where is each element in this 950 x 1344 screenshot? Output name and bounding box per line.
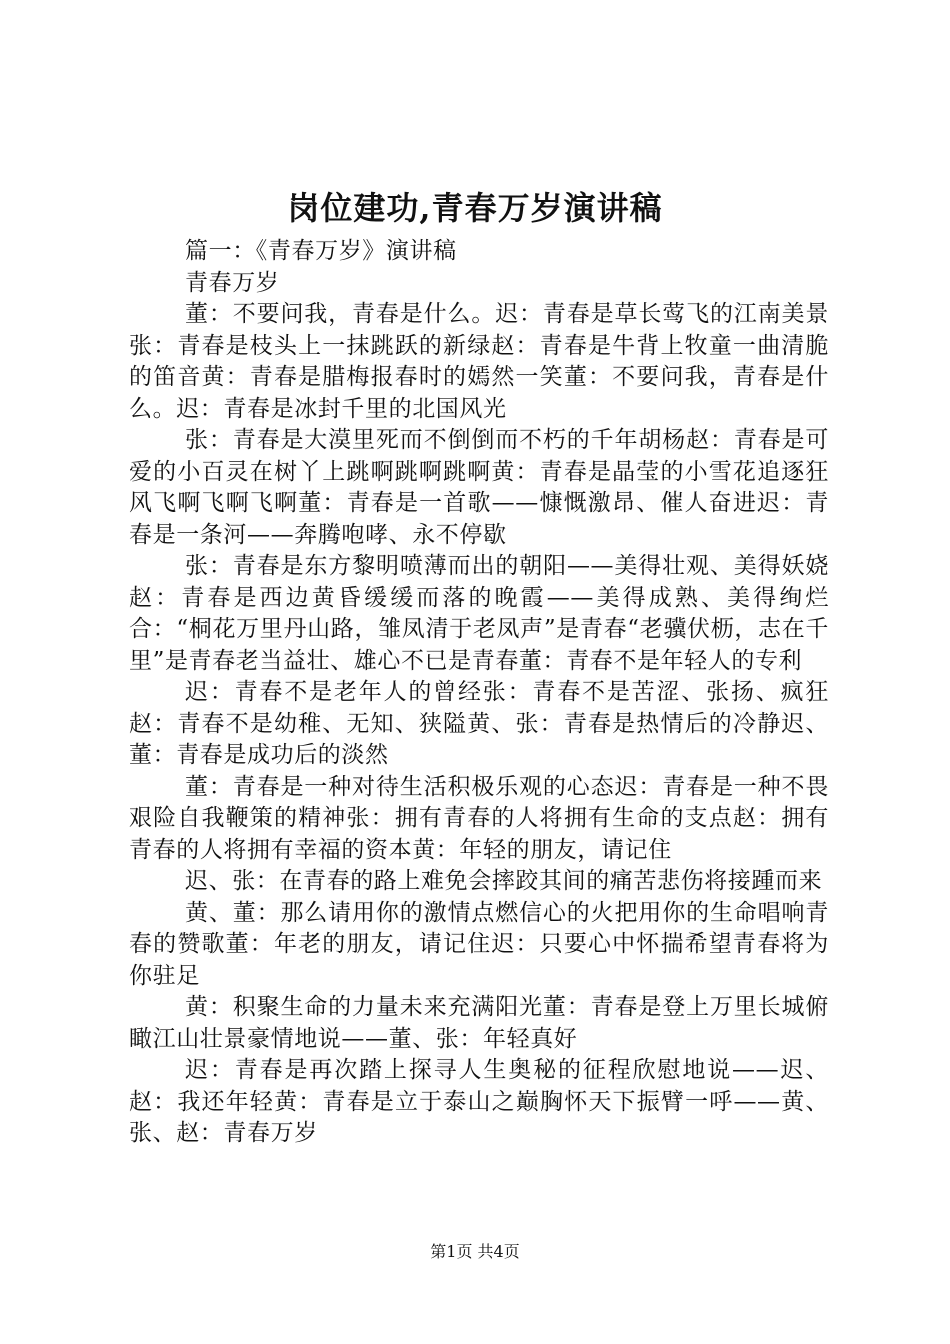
paragraph: 董：青春是一种对待生活积极乐观的心态迟：青春是一种不畏艰险自我鞭策的精神张：拥有青春的人将拥有生命的支点赵：拥有青春的人将拥有幸福的资本黄：年轻的朋友，请记住: [129, 773, 829, 863]
paragraph: 黄：积聚生命的力量未来充满阳光董：青春是登上万里长城俯瞰江山壮景豪情地说——董、张：年轻真好: [129, 994, 829, 1052]
paragraph: 篇一：《青春万岁》演讲稿: [185, 238, 457, 264]
paragraph: 黄、董：那么请用你的激情点燃信心的火把用你的生命唱响青春的赞歌董：年老的朋友，请记住迟：只要心中怀揣希望青春将为你驻足: [129, 899, 829, 989]
paragraph: 张：青春是东方黎明喷薄而出的朝阳——美得壮观、美得妖娆赵：青春是西边黄昏缓缓而落的晚霞——美得成熟、美得绚烂合：“桐花万里丹山路，雏凤清于老凤声”是青春“老骥伏枥，志在千里”是青春老当益壮、雄心不已是青春董：青春不是年轻人的专利: [129, 553, 829, 674]
page-footer: 第1页 共4页: [430, 1242, 520, 1261]
paragraph: 迟：青春不是老年人的曾经张：青春不是苦涩、张扬、疯狂赵：青春不是幼稚、无知、狭隘黄、张：青春是热情后的冷静迟、董：青春是成功后的淡然: [129, 679, 829, 768]
paragraph: 迟：青春是再次踏上探寻人生奥秘的征程欣慰地说——迟、赵：我还年轻黄：青春是立于泰山之巅胸怀天下振臂一呼——黄、张、赵：青春万岁: [129, 1057, 829, 1146]
paragraph: 青春万岁: [185, 269, 280, 296]
document-title: 岗位建功,青春万岁演讲稿: [287, 189, 663, 227]
paragraph: 董：不要问我，青春是什么。迟：青春是草长莺飞的江南美景张：青春是枝头上一抹跳跃的新绿赵：青春是牛背上牧童一曲清脆的笛音黄：青春是腊梅报春时的嫣然一笑董：不要问我，青春是什么。迟：青春是冰封千里的北国风光: [129, 301, 829, 422]
paragraph: 张：青春是大漠里死而不倒倒而不朽的千年胡杨赵：青春是可爱的小百灵在树丫上跳啊跳啊跳啊黄：青春是晶莹的小雪花追逐狂风飞啊飞啊飞啊董：青春是一首歌——慷慨激昂、催人奋进迟：青春是一条河——奔腾咆哮、永不停歇: [129, 427, 829, 548]
document-body: [129, 236, 829, 1150]
paragraph: 迟、张：在青春的路上难免会摔跤其间的痛苦悲伤将接踵而来: [185, 868, 823, 894]
